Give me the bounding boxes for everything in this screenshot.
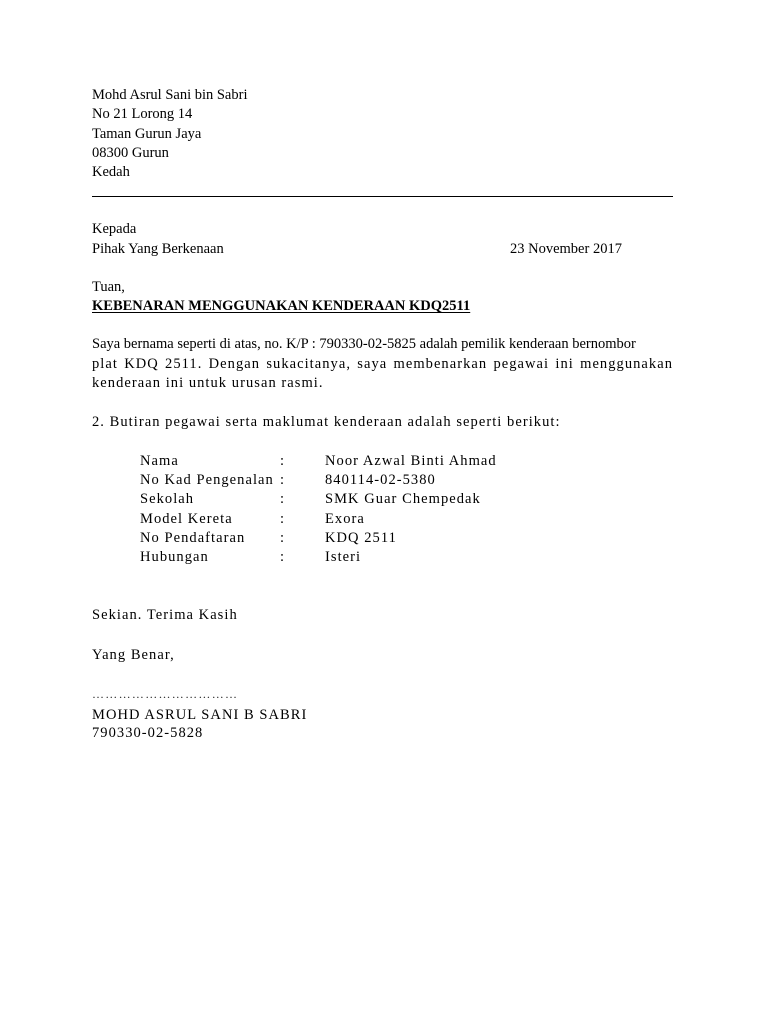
sender-name: Mohd Asrul Sani bin Sabri [92,87,248,103]
details-value: Exora [325,511,365,527]
details-label: Hubungan [140,549,209,565]
signature-line: …………………………… [92,687,239,701]
details-value: 840114-02-5380 [325,472,436,488]
salutation: Tuan, [92,279,125,295]
letter-date: 23 November 2017 [510,241,622,257]
details-value: SMK Guar Chempedak [325,491,481,507]
sender-address-line: No 21 Lorong 14 [92,106,193,122]
recipient-name: Pihak Yang Berkenaan [92,241,224,257]
signer-name: MOHD ASRUL SANI B SABRI [92,707,308,723]
details-label: Model Kereta [140,511,233,527]
details-separator: : [280,530,285,546]
body-paragraph-line: Saya bernama seperti di atas, no. K/P : 790330-02-5825 adalah pemilik kenderaan bernombor [92,336,636,352]
details-value: Noor Azwal Binti Ahmad [325,453,497,469]
body-paragraph-line: plat KDQ 2511. Dengan sukacitanya, saya membenarkan pegawai ini menggunakan [92,356,673,372]
details-label: Nama [140,453,179,469]
details-separator: : [280,549,285,565]
details-label: No Kad Pengenalan [140,472,274,488]
details-separator: : [280,453,285,469]
details-label: No Pendaftaran [140,530,246,546]
sender-address-line: Taman Gurun Jaya [92,126,202,142]
letter-subject: KEBENARAN MENGGUNAKAN KENDERAAN KDQ2511 [92,298,471,314]
body-paragraph-2: 2. Butiran pegawai serta maklumat kenderaan adalah seperti berikut: [92,414,561,430]
details-separator: : [280,491,285,507]
details-value: KDQ 2511 [325,530,397,546]
closing-yours: Yang Benar, [92,647,175,663]
signer-ic-number: 790330-02-5828 [92,725,204,741]
recipient-label: Kepada [92,221,137,237]
header-divider [92,196,673,197]
details-separator: : [280,511,285,527]
details-label: Sekolah [140,491,195,507]
sender-address-line: 08300 Gurun [92,145,169,161]
details-separator: : [280,472,285,488]
sender-address-line: Kedah [92,164,130,180]
body-paragraph-line: kenderaan ini untuk urusan rasmi. [92,375,324,391]
closing-thanks: Sekian. Terima Kasih [92,607,238,623]
details-value: Isteri [325,549,362,565]
